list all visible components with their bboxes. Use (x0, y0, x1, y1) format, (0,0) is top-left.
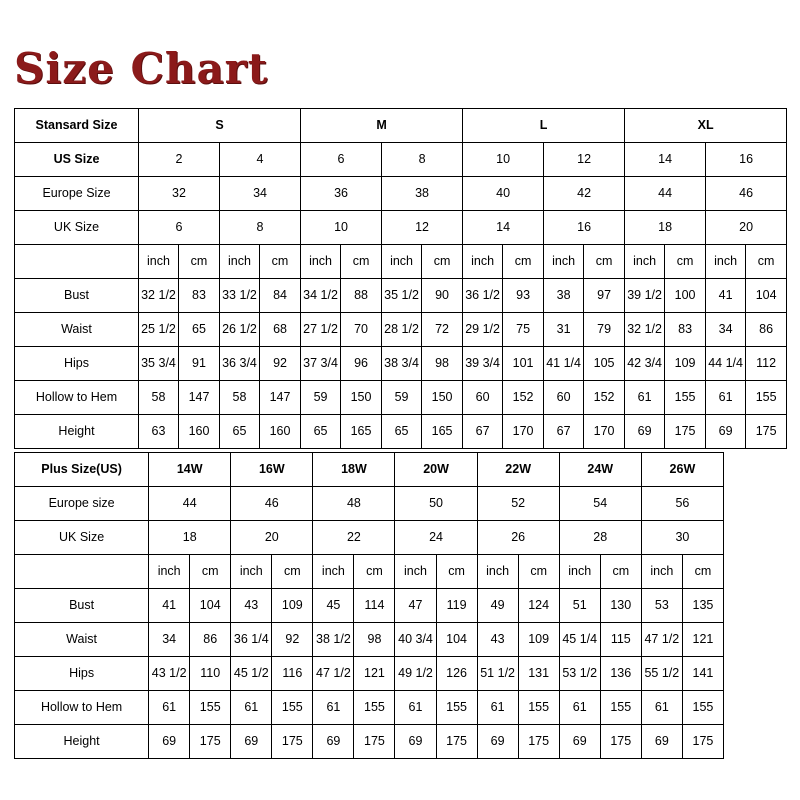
cell: 58 (139, 381, 179, 415)
cell: 35 1/2 (382, 279, 422, 313)
cell: 6 (139, 211, 220, 245)
row-label-uk-size: UK Size (15, 211, 139, 245)
cell: 34 1/2 (301, 279, 341, 313)
cell: 22 (313, 521, 395, 555)
unit-cell: cm (341, 245, 382, 279)
unit-cell: inch (395, 555, 436, 589)
cell: 41 1/4 (544, 347, 584, 381)
cell: 109 (518, 623, 559, 657)
table-row (15, 177, 787, 211)
cell: 175 (272, 725, 313, 759)
cell: 46 (231, 487, 313, 521)
cell: 38 (544, 279, 584, 313)
cell: 58 (220, 381, 260, 415)
cell: 42 (544, 177, 625, 211)
cell: 84 (260, 279, 301, 313)
row-label-hips: Hips (15, 657, 149, 691)
unit-row-label (15, 555, 149, 589)
row-label-uk-size: UK Size (15, 521, 149, 555)
unit-cell: inch (544, 245, 584, 279)
cell: 104 (436, 623, 477, 657)
cell: 110 (190, 657, 231, 691)
unit-cell: cm (436, 555, 477, 589)
cell: 98 (422, 347, 463, 381)
cell: 53 (641, 589, 682, 623)
cell: 150 (422, 381, 463, 415)
unit-cell: cm (518, 555, 559, 589)
cell: 10 (301, 211, 382, 245)
cell: 20 (231, 521, 313, 555)
cell: 18 (625, 211, 706, 245)
cell: 52 (477, 487, 559, 521)
cell: 65 (179, 313, 220, 347)
cell: 14 (463, 211, 544, 245)
cell: 47 1/2 (641, 623, 682, 657)
cell: 49 1/2 (395, 657, 436, 691)
cell: 38 3/4 (382, 347, 422, 381)
table-row-units (15, 245, 787, 279)
cell: 44 1/4 (706, 347, 746, 381)
cell: 121 (354, 657, 395, 691)
cell: 141 (682, 657, 723, 691)
unit-cell: cm (272, 555, 313, 589)
cell: 47 (395, 589, 436, 623)
cell: 26 (477, 521, 559, 555)
cell: 152 (503, 381, 544, 415)
cell: 28 (559, 521, 641, 555)
row-label-height: Height (15, 415, 139, 449)
cell: 155 (272, 691, 313, 725)
cell: 96 (341, 347, 382, 381)
cell: 152 (584, 381, 625, 415)
cell: 12 (544, 143, 625, 177)
table-row (15, 589, 724, 623)
cell: 150 (341, 381, 382, 415)
cell: 135 (682, 589, 723, 623)
cell: 69 (231, 725, 272, 759)
cell: 70 (341, 313, 382, 347)
cell: 104 (746, 279, 787, 313)
cell: 56 (641, 487, 723, 521)
cell: 8 (382, 143, 463, 177)
unit-cell: cm (665, 245, 706, 279)
standard-size-header: Stansard Size (15, 109, 139, 143)
cell: 126 (436, 657, 477, 691)
cell: 59 (382, 381, 422, 415)
cell: 38 1/2 (313, 623, 354, 657)
cell: 170 (503, 415, 544, 449)
cell: 29 1/2 (463, 313, 503, 347)
cell: 36 3/4 (220, 347, 260, 381)
cell: 59 (301, 381, 341, 415)
cell: 104 (190, 589, 231, 623)
table-row (15, 657, 724, 691)
cell: 115 (600, 623, 641, 657)
cell: 155 (436, 691, 477, 725)
cell: 61 (149, 691, 190, 725)
row-label-us-size: US Size (15, 143, 139, 177)
cell: 155 (190, 691, 231, 725)
cell: 147 (260, 381, 301, 415)
cell: 36 1/4 (231, 623, 272, 657)
unit-cell: cm (746, 245, 787, 279)
row-label-bust: Bust (15, 279, 139, 313)
cell: 27 1/2 (301, 313, 341, 347)
cell: 175 (665, 415, 706, 449)
cell: 65 (301, 415, 341, 449)
cell: 26 1/2 (220, 313, 260, 347)
row-label-hips: Hips (15, 347, 139, 381)
cell: 55 1/2 (641, 657, 682, 691)
unit-cell: cm (190, 555, 231, 589)
cell: 101 (503, 347, 544, 381)
cell: 175 (746, 415, 787, 449)
cell: 53 1/2 (559, 657, 600, 691)
cell: 49 (477, 589, 518, 623)
group-header-14w: 14W (149, 453, 231, 487)
cell: 61 (395, 691, 436, 725)
row-label-waist: Waist (15, 313, 139, 347)
cell: 79 (584, 313, 625, 347)
unit-cell: inch (220, 245, 260, 279)
table-row-units (15, 555, 724, 589)
cell: 41 (149, 589, 190, 623)
cell: 34 (149, 623, 190, 657)
plus-size-header: Plus Size(US) (15, 453, 149, 487)
cell: 98 (354, 623, 395, 657)
cell: 38 (382, 177, 463, 211)
unit-cell: inch (463, 245, 503, 279)
cell: 12 (382, 211, 463, 245)
cell: 20 (706, 211, 787, 245)
unit-cell: cm (584, 245, 625, 279)
cell: 112 (746, 347, 787, 381)
cell: 45 (313, 589, 354, 623)
cell: 61 (559, 691, 600, 725)
cell: 93 (503, 279, 544, 313)
cell: 18 (149, 521, 231, 555)
cell: 165 (422, 415, 463, 449)
cell: 34 (706, 313, 746, 347)
cell: 155 (665, 381, 706, 415)
cell: 41 (706, 279, 746, 313)
cell: 69 (706, 415, 746, 449)
cell: 160 (260, 415, 301, 449)
cell: 131 (518, 657, 559, 691)
unit-cell: inch (706, 245, 746, 279)
table-row (15, 143, 787, 177)
row-label-europe-size: Europe size (15, 487, 149, 521)
cell: 90 (422, 279, 463, 313)
cell: 42 3/4 (625, 347, 665, 381)
table-row (15, 347, 787, 381)
cell: 136 (600, 657, 641, 691)
cell: 170 (584, 415, 625, 449)
cell: 61 (313, 691, 354, 725)
unit-cell: inch (641, 555, 682, 589)
cell: 61 (706, 381, 746, 415)
cell: 100 (665, 279, 706, 313)
unit-cell: inch (559, 555, 600, 589)
cell: 10 (463, 143, 544, 177)
cell: 61 (231, 691, 272, 725)
cell: 36 (301, 177, 382, 211)
unit-cell: inch (231, 555, 272, 589)
cell: 69 (477, 725, 518, 759)
unit-row-label (15, 245, 139, 279)
unit-cell: cm (260, 245, 301, 279)
table-row (15, 521, 724, 555)
group-header-m: M (301, 109, 463, 143)
cell: 116 (272, 657, 313, 691)
cell: 83 (665, 313, 706, 347)
cell: 14 (625, 143, 706, 177)
row-label-bust: Bust (15, 589, 149, 623)
cell: 155 (746, 381, 787, 415)
cell: 155 (600, 691, 641, 725)
cell: 124 (518, 589, 559, 623)
table-row (15, 415, 787, 449)
cell: 86 (190, 623, 231, 657)
cell: 8 (220, 211, 301, 245)
cell: 47 1/2 (313, 657, 354, 691)
cell: 69 (149, 725, 190, 759)
cell: 39 3/4 (463, 347, 503, 381)
cell: 175 (354, 725, 395, 759)
cell: 44 (625, 177, 706, 211)
cell: 130 (600, 589, 641, 623)
cell: 44 (149, 487, 231, 521)
cell: 109 (665, 347, 706, 381)
table-row (15, 381, 787, 415)
group-header-22w: 22W (477, 453, 559, 487)
table-row (15, 279, 787, 313)
group-header-26w: 26W (641, 453, 723, 487)
cell: 69 (395, 725, 436, 759)
cell: 88 (341, 279, 382, 313)
cell: 6 (301, 143, 382, 177)
cell: 69 (559, 725, 600, 759)
cell: 92 (272, 623, 313, 657)
cell: 24 (395, 521, 477, 555)
cell: 60 (544, 381, 584, 415)
cell: 25 1/2 (139, 313, 179, 347)
unit-cell: cm (422, 245, 463, 279)
cell: 46 (706, 177, 787, 211)
cell: 35 3/4 (139, 347, 179, 381)
cell: 40 (463, 177, 544, 211)
cell: 50 (395, 487, 477, 521)
cell: 105 (584, 347, 625, 381)
cell: 69 (625, 415, 665, 449)
unit-cell: inch (382, 245, 422, 279)
cell: 92 (260, 347, 301, 381)
plus-size-table (14, 452, 724, 759)
unit-cell: inch (477, 555, 518, 589)
cell: 32 1/2 (625, 313, 665, 347)
unit-cell: cm (354, 555, 395, 589)
cell: 40 3/4 (395, 623, 436, 657)
cell: 65 (220, 415, 260, 449)
table-row (15, 487, 724, 521)
cell: 39 1/2 (625, 279, 665, 313)
cell: 175 (600, 725, 641, 759)
cell: 86 (746, 313, 787, 347)
unit-cell: inch (313, 555, 354, 589)
cell: 91 (179, 347, 220, 381)
group-header-16w: 16W (231, 453, 313, 487)
group-header-18w: 18W (313, 453, 395, 487)
cell: 175 (518, 725, 559, 759)
cell: 2 (139, 143, 220, 177)
table-row (15, 623, 724, 657)
cell: 175 (682, 725, 723, 759)
cell: 43 (477, 623, 518, 657)
unit-cell: cm (600, 555, 641, 589)
cell: 67 (463, 415, 503, 449)
cell: 69 (313, 725, 354, 759)
cell: 83 (179, 279, 220, 313)
cell: 43 1/2 (149, 657, 190, 691)
cell: 28 1/2 (382, 313, 422, 347)
group-header-24w: 24W (559, 453, 641, 487)
unit-cell: inch (301, 245, 341, 279)
cell: 69 (641, 725, 682, 759)
table-row (15, 313, 787, 347)
cell: 51 1/2 (477, 657, 518, 691)
cell: 34 (220, 177, 301, 211)
standard-size-table (14, 108, 787, 449)
table-row-group-header (15, 453, 724, 487)
table-row (15, 691, 724, 725)
cell: 51 (559, 589, 600, 623)
cell: 61 (641, 691, 682, 725)
cell: 33 1/2 (220, 279, 260, 313)
cell: 147 (179, 381, 220, 415)
cell: 114 (354, 589, 395, 623)
cell: 30 (641, 521, 723, 555)
cell: 37 3/4 (301, 347, 341, 381)
cell: 160 (179, 415, 220, 449)
cell: 65 (382, 415, 422, 449)
cell: 155 (682, 691, 723, 725)
cell: 72 (422, 313, 463, 347)
cell: 175 (436, 725, 477, 759)
group-header-s: S (139, 109, 301, 143)
cell: 75 (503, 313, 544, 347)
cell: 61 (477, 691, 518, 725)
cell: 45 1/2 (231, 657, 272, 691)
cell: 155 (518, 691, 559, 725)
cell: 61 (625, 381, 665, 415)
cell: 16 (706, 143, 787, 177)
cell: 165 (341, 415, 382, 449)
table-row (15, 725, 724, 759)
group-header-20w: 20W (395, 453, 477, 487)
group-header-l: L (463, 109, 625, 143)
cell: 31 (544, 313, 584, 347)
cell: 121 (682, 623, 723, 657)
unit-cell: cm (503, 245, 544, 279)
cell: 119 (436, 589, 477, 623)
cell: 45 1/4 (559, 623, 600, 657)
cell: 67 (544, 415, 584, 449)
cell: 4 (220, 143, 301, 177)
page-title: Size Chart (14, 44, 269, 93)
cell: 63 (139, 415, 179, 449)
unit-cell: cm (682, 555, 723, 589)
row-label-europe-size: Europe Size (15, 177, 139, 211)
cell: 54 (559, 487, 641, 521)
cell: 97 (584, 279, 625, 313)
unit-cell: inch (149, 555, 190, 589)
row-label-hollow-to-hem: Hollow to Hem (15, 691, 149, 725)
unit-cell: inch (139, 245, 179, 279)
row-label-height: Height (15, 725, 149, 759)
unit-cell: cm (179, 245, 220, 279)
cell: 68 (260, 313, 301, 347)
cell: 43 (231, 589, 272, 623)
group-header-xl: XL (625, 109, 787, 143)
cell: 32 (139, 177, 220, 211)
cell: 109 (272, 589, 313, 623)
table-row-group-header (15, 109, 787, 143)
row-label-hollow-to-hem: Hollow to Hem (15, 381, 139, 415)
cell: 175 (190, 725, 231, 759)
cell: 36 1/2 (463, 279, 503, 313)
cell: 16 (544, 211, 625, 245)
cell: 155 (354, 691, 395, 725)
unit-cell: inch (625, 245, 665, 279)
table-row (15, 211, 787, 245)
row-label-waist: Waist (15, 623, 149, 657)
cell: 32 1/2 (139, 279, 179, 313)
cell: 48 (313, 487, 395, 521)
cell: 60 (463, 381, 503, 415)
